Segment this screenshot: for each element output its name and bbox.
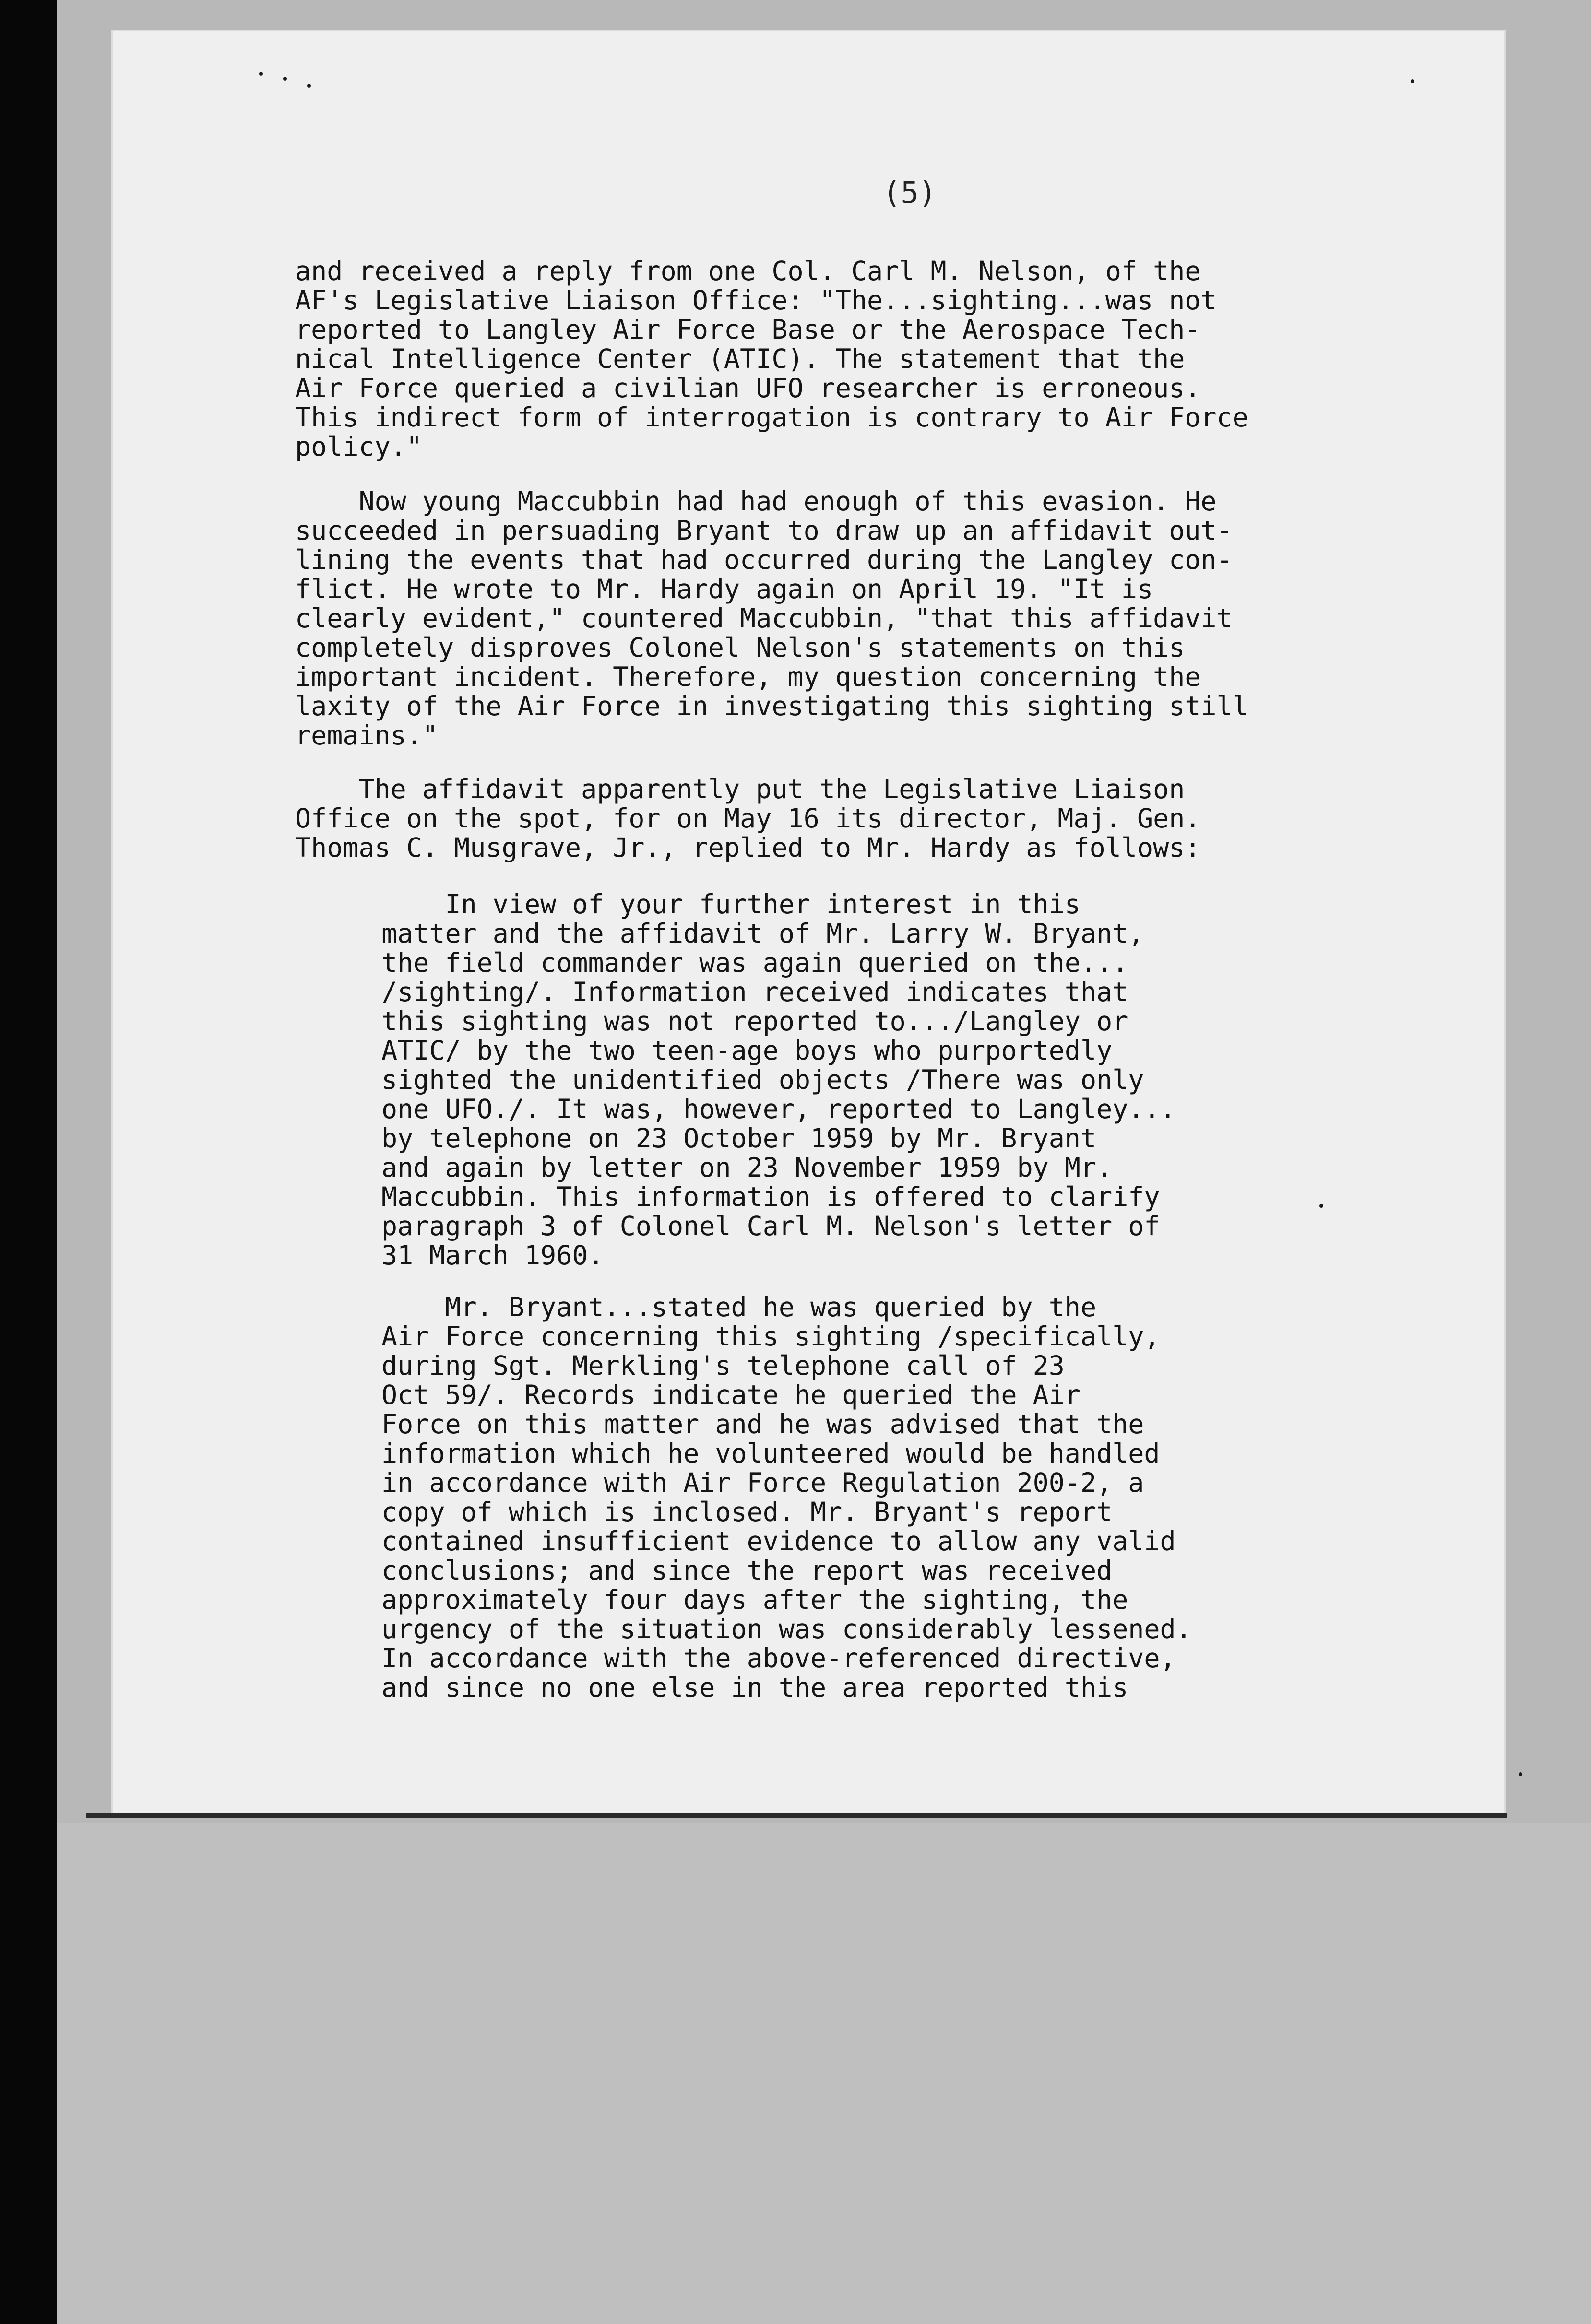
paragraph-musgrave-reply: The affidavit apparently put the Legislative Liaison Office on the spot, for on May 16 its director, Maj. Gen. Thomas C. Musgrave, Jr., replied to Mr. Hardy as follows: xyxy=(295,774,1201,863)
page-bottom-edge xyxy=(86,1813,1507,1818)
mount-lower-area xyxy=(57,1823,1591,2324)
paragraph-maccubbin-affidavit: Now young Maccubbin had had enough of this evasion. He succeeded in persuading Bryant to draw up an affidavit out- lining the events that had occurred during the Langley con- flict. He wrote to Mr. Hardy again on April 19. "It is clearly evident," countered Maccubbin, "that this affidavit completely disproves Colonel Nelson's statements on this important incident. Therefore, my question concerning the laxity of the Air Force in investigating this sighting still remains." xyxy=(295,486,1248,751)
film-speck xyxy=(1319,1204,1323,1208)
film-speck xyxy=(307,84,311,88)
quoted-letter-paragraph-2: Mr. Bryant...stated he was queried by the Air Force concerning this sighting /specifically, during Sgt. Merkling's telephone call of 23 Oct 59/. Records indicate he queried the Air Force on this matter and he was advised that the information which he volunteered would be handled in accordance with Air Force Regulation 200-2, a copy of which is inclosed. Mr. Bryant's report contained insufficient evidence to allow any valid conclusions; and since the report was received approximately four days after the sighting, the urgency of the situation was considerably lessened. In accordance with the above-referenced directive, and since no one else in the area reported this xyxy=(381,1292,1192,1703)
paragraph-nelson-reply: and received a reply from one Col. Carl M. Nelson, of the AF's Legislative Liaison Office: "The...sighting...was not reported to Langley Air Force Base or the Aerospace Tech- nical Intelligence Center (ATIC). The statement that the Air Force queried a civilian UFO researcher is erroneous. This indirect form of interrogation is contrary to Air Force policy." xyxy=(295,256,1248,462)
film-speck xyxy=(283,77,287,81)
page-number: (5) xyxy=(883,175,937,210)
quoted-letter-paragraph-1: In view of your further interest in this matter and the affidavit of Mr. Larry W. Bryant, the field commander was again queried on the... /sighting/. Information received indicates that this sighting was not reported to.../Langley or ATIC/ by the two teen-age boys who purportedly sighted the unidentified objects /There was only one UFO./. It was, however, reported to Langley... by telephone on 23 October 1959 by Mr. Bryant and again by letter on 23 November 1959 by Mr. Maccubbin. This information is offered to clarify paragraph 3 of Colonel Carl M. Nelson's letter of 31 March 1960. xyxy=(381,889,1176,1271)
film-speck xyxy=(1411,79,1414,83)
film-speck xyxy=(259,72,263,76)
film-speck xyxy=(1519,1772,1522,1776)
